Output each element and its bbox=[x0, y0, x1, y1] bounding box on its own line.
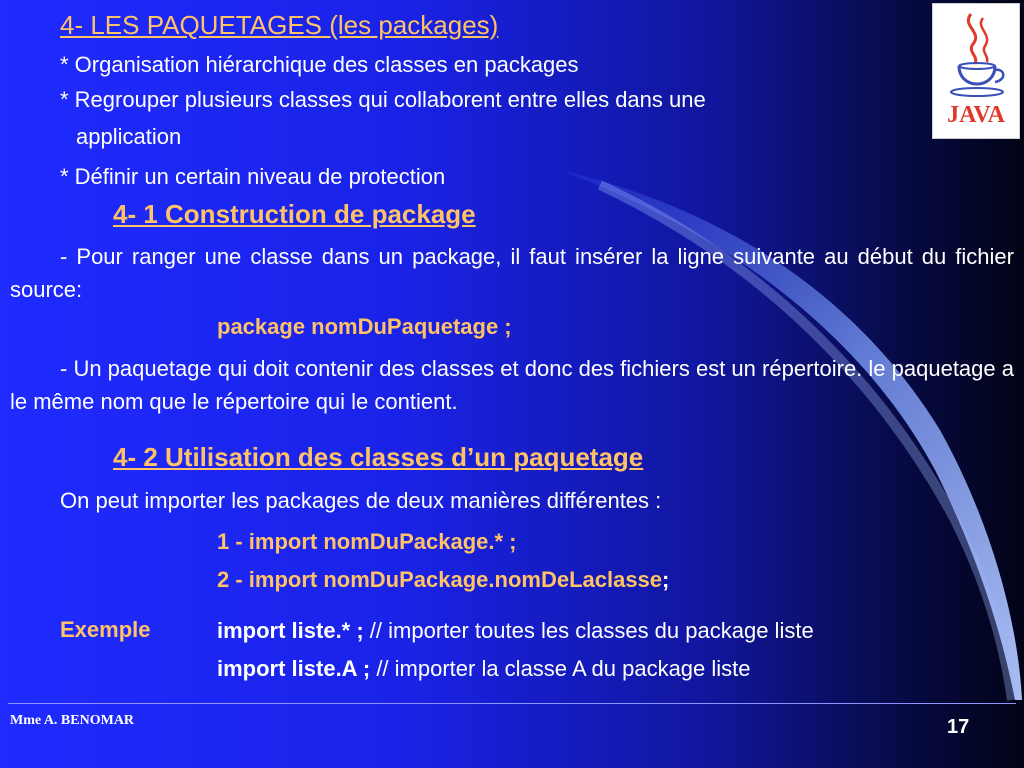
section1-code-line: package nomDuPaquetage ; bbox=[217, 314, 512, 339]
section2-intro: On peut importer les packages de deux manières différentes : bbox=[60, 488, 662, 513]
import-line-2 bbox=[217, 567, 669, 593]
slide-title: 4- LES PAQUETAGES (les packages) bbox=[60, 10, 499, 40]
bullet-regrouper: * Regrouper plusieurs classes qui collaborent entre elles dans une bbox=[60, 87, 706, 112]
example-line-2 bbox=[217, 656, 751, 682]
section1-paragraph1: - Pour ranger une classe dans un package, il faut insérer la ligne suivante au début du fichier source: bbox=[10, 244, 1014, 302]
footer-author: Mme A. BENOMAR bbox=[10, 713, 135, 728]
java-logo bbox=[932, 3, 1020, 139]
section2-heading: 4- 2 Utilisation des classes d’un paquetage bbox=[113, 442, 644, 472]
example-line-2-comment: // importer la classe A du package liste bbox=[370, 656, 751, 681]
example-line-2-code: import liste.A ; bbox=[217, 656, 371, 681]
footer-divider bbox=[8, 703, 1016, 704]
example-line-1-code: import liste.* ; bbox=[217, 618, 364, 643]
bullet-organisation: * Organisation hiérarchique des classes en packages bbox=[60, 52, 579, 77]
import-line-1: 1 - import nomDuPackage.* ; bbox=[217, 529, 517, 554]
java-logo-wordmark: JAVA bbox=[947, 102, 1005, 128]
import-line-2-text: 2 - import nomDuPackage.nomDeLaclasse bbox=[217, 567, 663, 592]
import-line-2-semicolon: ; bbox=[662, 567, 670, 592]
example-label: Exemple bbox=[60, 617, 151, 642]
bullet-regrouper-continued: application bbox=[76, 124, 182, 149]
example-line-1 bbox=[217, 618, 814, 644]
java-coffee-cup-icon bbox=[933, 4, 1019, 138]
example-line-1-comment: // importer toutes les classes du package liste bbox=[363, 618, 814, 643]
bullet-protection: * Définir un certain niveau de protection bbox=[60, 164, 446, 189]
page-number: 17 bbox=[947, 716, 970, 738]
section1-paragraph2: - Un paquetage qui doit contenir des classes et donc des fichiers est un répertoire. le paquetage a le même nom que le répertoire qui le contient. bbox=[10, 356, 1014, 414]
section1-heading: 4- 1 Construction de package bbox=[113, 199, 476, 229]
